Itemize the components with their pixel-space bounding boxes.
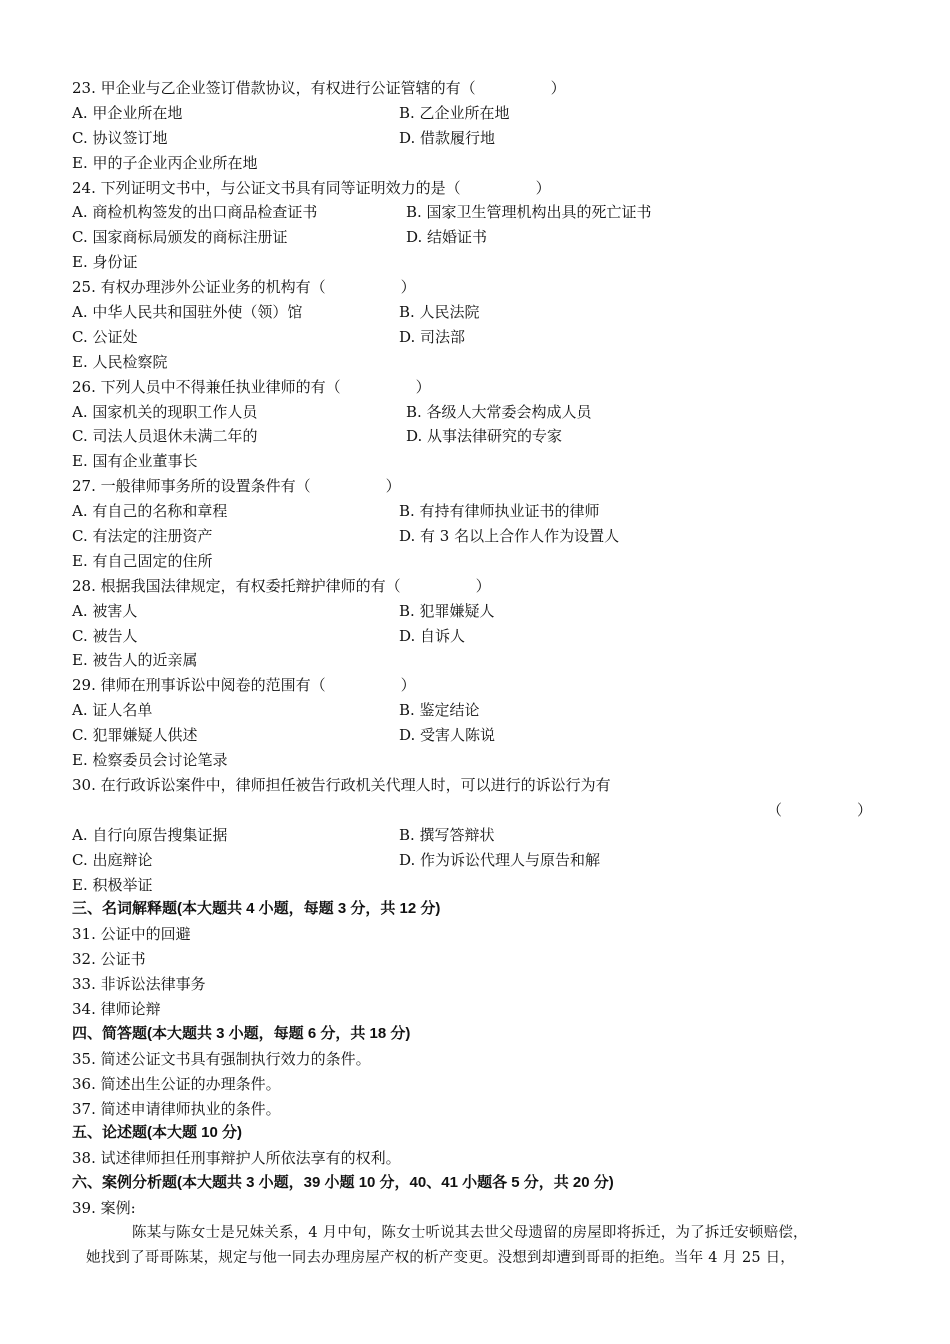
question-28-stem: 28. 根据我国法律规定，有权委托辩护律师的有（ ） <box>72 576 491 595</box>
option-d: D. 司法部 <box>399 327 466 346</box>
option-e: E. 国有企业董事长 <box>72 452 198 471</box>
option-c: C. 公证处 <box>72 327 138 346</box>
question-28-options-cd <box>72 624 902 649</box>
section-5-heading: 五、论述题(本大题 10 分) <box>72 1124 243 1142</box>
question-30-options-cd <box>72 848 902 873</box>
case-text-line-2: 她找到了哥哥陈某，规定与他一同去办理房屋产权的析产变更。没想到却遭到哥哥的拒绝。当年 4 月 25 日， <box>86 1249 796 1266</box>
question-23-options-cd <box>72 126 902 151</box>
option-d: D. 借款履行地 <box>399 128 496 147</box>
section-4-heading: 四、简答题(本大题共 3 小题，每题 6 分，共 18 分) <box>72 1024 411 1042</box>
question-30-options-ab <box>72 823 902 848</box>
question-27-options-ab <box>72 499 902 524</box>
question-31: 31. 公证中的回避 <box>72 925 191 944</box>
question-24-options-cd <box>72 225 902 250</box>
question-24-stem: 24. 下列证明文书中，与公证文书具有同等证明效力的是（ ） <box>72 178 551 197</box>
question-34: 34. 律师论辩 <box>72 999 161 1018</box>
option-a: A. 甲企业所在地 <box>72 103 183 122</box>
option-e: E. 积极举证 <box>72 875 153 894</box>
question-29-options-ab <box>72 698 902 723</box>
option-c: C. 有法定的注册资产 <box>72 527 213 546</box>
question-29-stem: 29. 律师在刑事诉讼中阅卷的范围有（ ） <box>72 676 416 695</box>
question-27-stem: 27. 一般律师事务所的设置条件有（ ） <box>72 477 401 496</box>
option-c: C. 犯罪嫌疑人供述 <box>72 726 198 745</box>
question-23-stem: 23. 甲企业与乙企业签订借款协议，有权进行公证管辖的有（ ） <box>72 79 566 97</box>
option-a: A. 有自己的名称和章程 <box>72 502 228 521</box>
option-a: A. 国家机关的现职工作人员 <box>72 402 258 421</box>
question-24-options-ab <box>72 200 902 225</box>
option-b: B. 人民法院 <box>399 303 480 322</box>
option-c: C. 司法人员退休未满二年的 <box>72 427 258 446</box>
question-39: 39. 案例: <box>72 1199 136 1218</box>
section-3-heading: 三、名词解释题(本大题共 4 小题，每题 3 分，共 12 分) <box>72 900 441 918</box>
question-25-options-cd <box>72 325 902 350</box>
option-e: E. 有自己固定的住所 <box>72 551 213 570</box>
option-a: A. 中华人民共和国驻外使（领）馆 <box>72 303 303 322</box>
question-26-options-ab <box>72 400 902 425</box>
option-b: B. 犯罪嫌疑人 <box>399 601 495 620</box>
option-a: A. 证人名单 <box>72 701 153 720</box>
question-30-answer-parens: （ ） <box>766 800 872 819</box>
option-d: D. 从事法律研究的专家 <box>406 427 563 446</box>
question-27-options-cd <box>72 524 902 549</box>
option-e: E. 被告人的近亲属 <box>72 651 198 670</box>
option-b: B. 有持有律师执业证书的律师 <box>399 502 600 521</box>
section-6-heading: 六、案例分析题(本大题共 3 小题，39 小题 10 分，40、41 小题各 5 分，共 20 分) <box>72 1174 614 1192</box>
option-e: E. 身份证 <box>72 253 138 272</box>
question-38: 38. 试述律师担任刑事辩护人所依法享有的权利。 <box>72 1149 401 1168</box>
option-e: E. 甲的子企业丙企业所在地 <box>72 153 258 172</box>
option-b: B. 乙企业所在地 <box>399 103 510 122</box>
option-b: B. 撰写答辩状 <box>399 825 495 844</box>
option-a: A. 商检机构签发的出口商品检查证书 <box>72 203 318 222</box>
question-37: 37. 简述申请律师执业的条件。 <box>72 1099 281 1118</box>
question-33: 33. 非诉讼法律事务 <box>72 975 206 994</box>
question-25-stem: 25. 有权办理涉外公证业务的机构有（ ） <box>72 278 416 297</box>
question-29-options-cd <box>72 723 902 748</box>
option-d: D. 自诉人 <box>399 626 466 645</box>
option-b: B. 国家卫生管理机构出具的死亡证书 <box>406 203 652 222</box>
option-d: D. 结婚证书 <box>406 228 488 247</box>
question-26-options-cd <box>72 424 902 449</box>
option-c: C. 国家商标局颁发的商标注册证 <box>72 228 288 247</box>
option-c: C. 出庭辩论 <box>72 850 153 869</box>
option-c: C. 协议签订地 <box>72 128 168 147</box>
question-26-stem: 26. 下列人员中不得兼任执业律师的有（ ） <box>72 377 431 396</box>
exam-page <box>72 76 902 1271</box>
case-text-line-1: 陈某与陈女士是兄妹关系，4 月中旬，陈女士听说其去世父母遗留的房屋即将拆迁，为了拆迁安顿赔偿， <box>132 1224 808 1241</box>
question-28-options-ab <box>72 599 902 624</box>
question-32: 32. 公证书 <box>72 950 146 969</box>
option-a: A. 被害人 <box>72 601 138 620</box>
question-36: 36. 简述出生公证的办理条件。 <box>72 1074 281 1093</box>
option-d: D. 受害人陈说 <box>399 726 496 745</box>
option-b: B. 各级人大常委会构成人员 <box>406 402 592 421</box>
option-e: E. 检察委员会讨论笔录 <box>72 751 228 770</box>
option-d: D. 有 3 名以上合作人作为设置人 <box>399 527 620 546</box>
option-c: C. 被告人 <box>72 626 138 645</box>
question-35: 35. 简述公证文书具有强制执行效力的条件。 <box>72 1049 371 1068</box>
question-30-stem: 30. 在行政诉讼案件中，律师担任被告行政机关代理人时，可以进行的诉讼行为有 <box>72 775 611 794</box>
question-23-options-ab <box>72 101 902 126</box>
option-e: E. 人民检察院 <box>72 352 168 371</box>
option-b: B. 鉴定结论 <box>399 701 480 720</box>
option-d: D. 作为诉讼代理人与原告和解 <box>399 850 601 869</box>
question-25-options-ab <box>72 300 902 325</box>
option-a: A. 自行向原告搜集证据 <box>72 825 228 844</box>
